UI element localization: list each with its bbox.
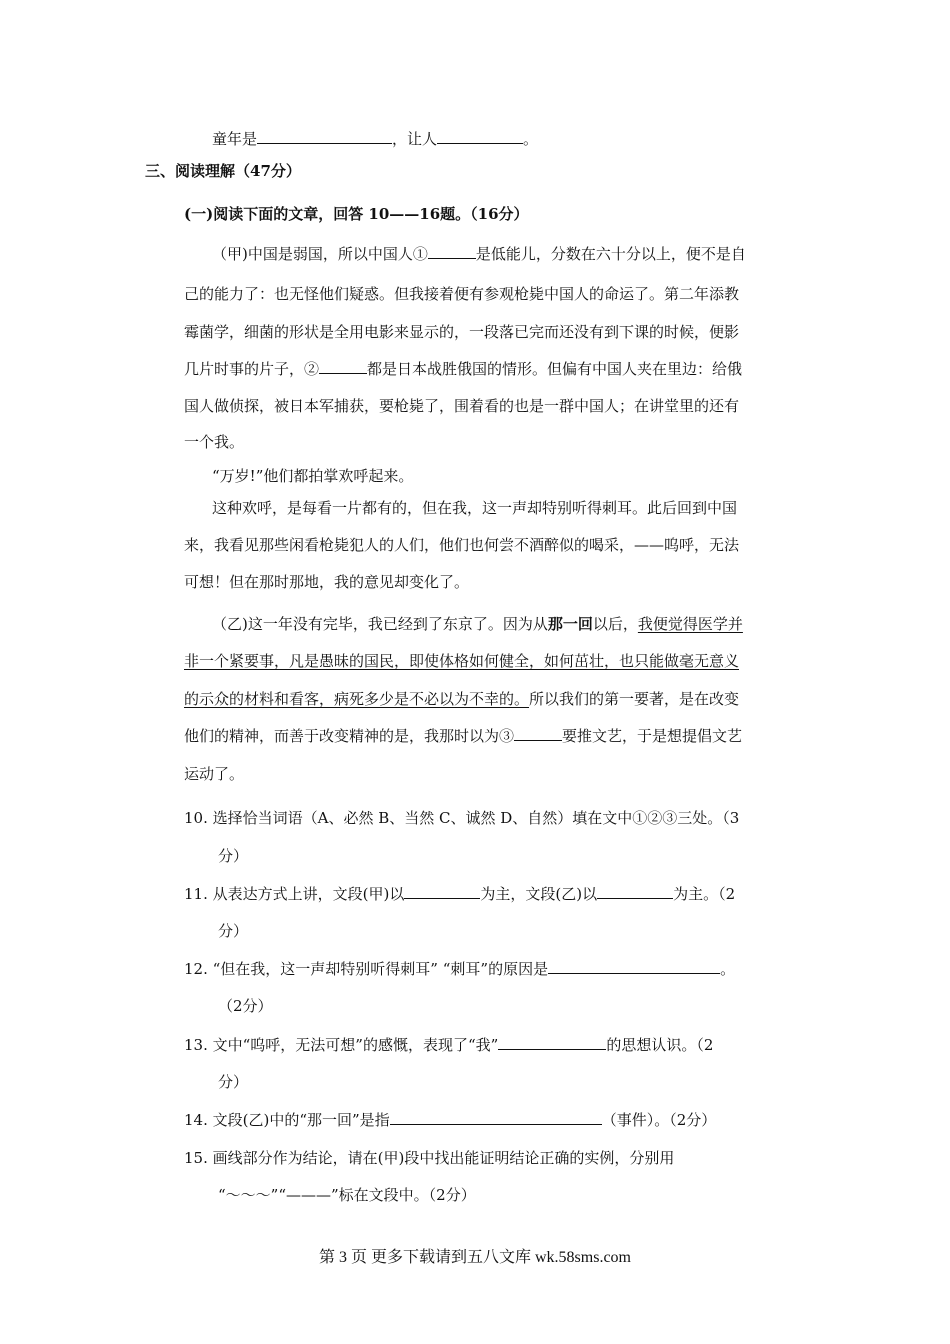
passage-line <box>184 689 739 709</box>
passage-line: 这种欢呼，是每看一片都有的，但在我，这一声却特别听得刺耳。此后回到中国 <box>212 499 738 517</box>
blank-field[interactable] <box>428 244 476 259</box>
passage-line <box>212 244 746 264</box>
blank-field[interactable] <box>437 129 523 144</box>
top-line-text-c: 。 <box>523 130 539 148</box>
passage-line: “万岁!”他们都拍掌欢呼起来。 <box>212 467 414 485</box>
text: 他们的精神，而善于改变精神的是，我那时以为③ <box>184 727 515 745</box>
question-cont: 分） <box>218 1073 249 1091</box>
question-number: 11. <box>184 885 208 903</box>
question-number: 10. <box>184 809 208 827</box>
question-text: 从表达方式上讲，文段(甲)以 <box>212 885 405 903</box>
question-12 <box>184 959 735 979</box>
question-text: 画线部分作为结论，请在(甲)段中找出能证明结论正确的实例，分别用 <box>212 1149 675 1167</box>
passage-line <box>184 726 742 746</box>
text: 所以我们的第一要著，是在改变 <box>529 690 740 708</box>
top-line-text-a: 童年是 <box>212 130 258 148</box>
passage-line <box>184 359 742 379</box>
question-text: 文中“呜呼，无法可想”的感慨，表现了“我” <box>212 1036 499 1054</box>
text: （乙)这一年没有完毕，我已经到了东京了。因为从 <box>212 615 548 633</box>
passage-line: 可想！但在那时那地，我的意见却变化了。 <box>184 573 470 591</box>
question-cont: “～～～”“———”标在文段中。（2分） <box>218 1186 476 1204</box>
question-number: 12. <box>184 960 208 978</box>
text: 都是日本战胜俄国的情形。但偏有中国人夹在里边：给俄 <box>367 360 743 378</box>
question-text: 的思想认识。（2 <box>606 1036 714 1054</box>
question-11 <box>184 884 735 904</box>
question-14 <box>184 1110 716 1130</box>
passage-line: 国人做侦探，被日本军捕获，要枪毙了，围着看的也是一群中国人；在讲堂里的还有 <box>184 397 740 415</box>
blank-field[interactable] <box>257 129 392 144</box>
question-10 <box>184 808 739 828</box>
text: 几片时事的片子，② <box>184 360 320 378</box>
blank-field[interactable] <box>390 1110 602 1125</box>
question-text: “但在我，这一声却特别听得刺耳” “刺耳”的原因是 <box>212 960 549 978</box>
underlined-text: 我便觉得医学并 <box>637 615 743 633</box>
question-number: 14. <box>184 1111 208 1129</box>
passage-line: 霉菌学，细菌的形状是全用电影来显示的，一段落已完而还没有到下课的时候，便影 <box>184 323 740 341</box>
question-text: 选择恰当词语（A、必然 B、当然 C、诚然 D、自然）填在文中①②③三处。（3 <box>212 809 740 827</box>
passage-line <box>212 614 743 634</box>
bold-term: 那一回 <box>547 615 593 633</box>
question-text: 为主，文段(乙)以 <box>480 885 598 903</box>
question-number: 15. <box>184 1149 208 1167</box>
question-text: （事件）。（2分） <box>601 1111 717 1129</box>
underlined-passage-line: 非一个紧要事，凡是愚昧的国民，即使体格如何健全，如何茁壮，也只能做毫无意义 <box>184 652 740 670</box>
question-text: 文段(乙)中的“那一回”是指 <box>212 1111 390 1129</box>
question-cont: （2分） <box>218 997 273 1015</box>
question-13 <box>184 1035 713 1055</box>
text: 以后， <box>592 615 638 633</box>
blank-field[interactable] <box>548 959 720 974</box>
passage-line: 一个我。 <box>184 433 245 451</box>
top-line <box>212 129 538 149</box>
question-15 <box>184 1148 674 1168</box>
page-footer: 第 3 页 更多下载请到五八文库 wk.58sms.com <box>318 1249 631 1266</box>
passage-line: 己的能力了：也无怪他们疑惑。但我接着便有参观枪毙中国人的命运了。第二年添教 <box>184 285 740 303</box>
text: 是低能儿，分数在六十分以上，便不是自 <box>475 245 746 263</box>
blank-field[interactable] <box>319 359 367 374</box>
text: 要推文艺，于是想提倡文艺 <box>562 727 743 745</box>
passage-line: 运动了。 <box>184 765 245 783</box>
question-cont: 分） <box>218 847 249 865</box>
question-number: 13. <box>184 1036 208 1054</box>
blank-field[interactable] <box>404 884 480 899</box>
underlined-text: 的示众的材料和看客，病死多少是不必以为不幸的。 <box>184 690 530 708</box>
passage-line: 来，我看见那些闲看枪毙犯人的人们，他们也何尝不酒醉似的喝采，——呜呼，无法 <box>184 536 740 554</box>
blank-field[interactable] <box>597 884 673 899</box>
question-cont: 分） <box>218 922 249 940</box>
section-heading: 三、阅读理解（47分） <box>145 162 301 180</box>
text: （甲)中国是弱国，所以中国人① <box>212 245 428 263</box>
question-text: 为主。（2 <box>673 885 736 903</box>
top-line-text-b: ，让人 <box>392 130 438 148</box>
question-text: 。 <box>720 960 736 978</box>
blank-field[interactable] <box>514 726 562 741</box>
part-heading: (一)阅读下面的文章，回答 10——16题。（16分） <box>184 205 529 223</box>
blank-field[interactable] <box>498 1035 606 1050</box>
